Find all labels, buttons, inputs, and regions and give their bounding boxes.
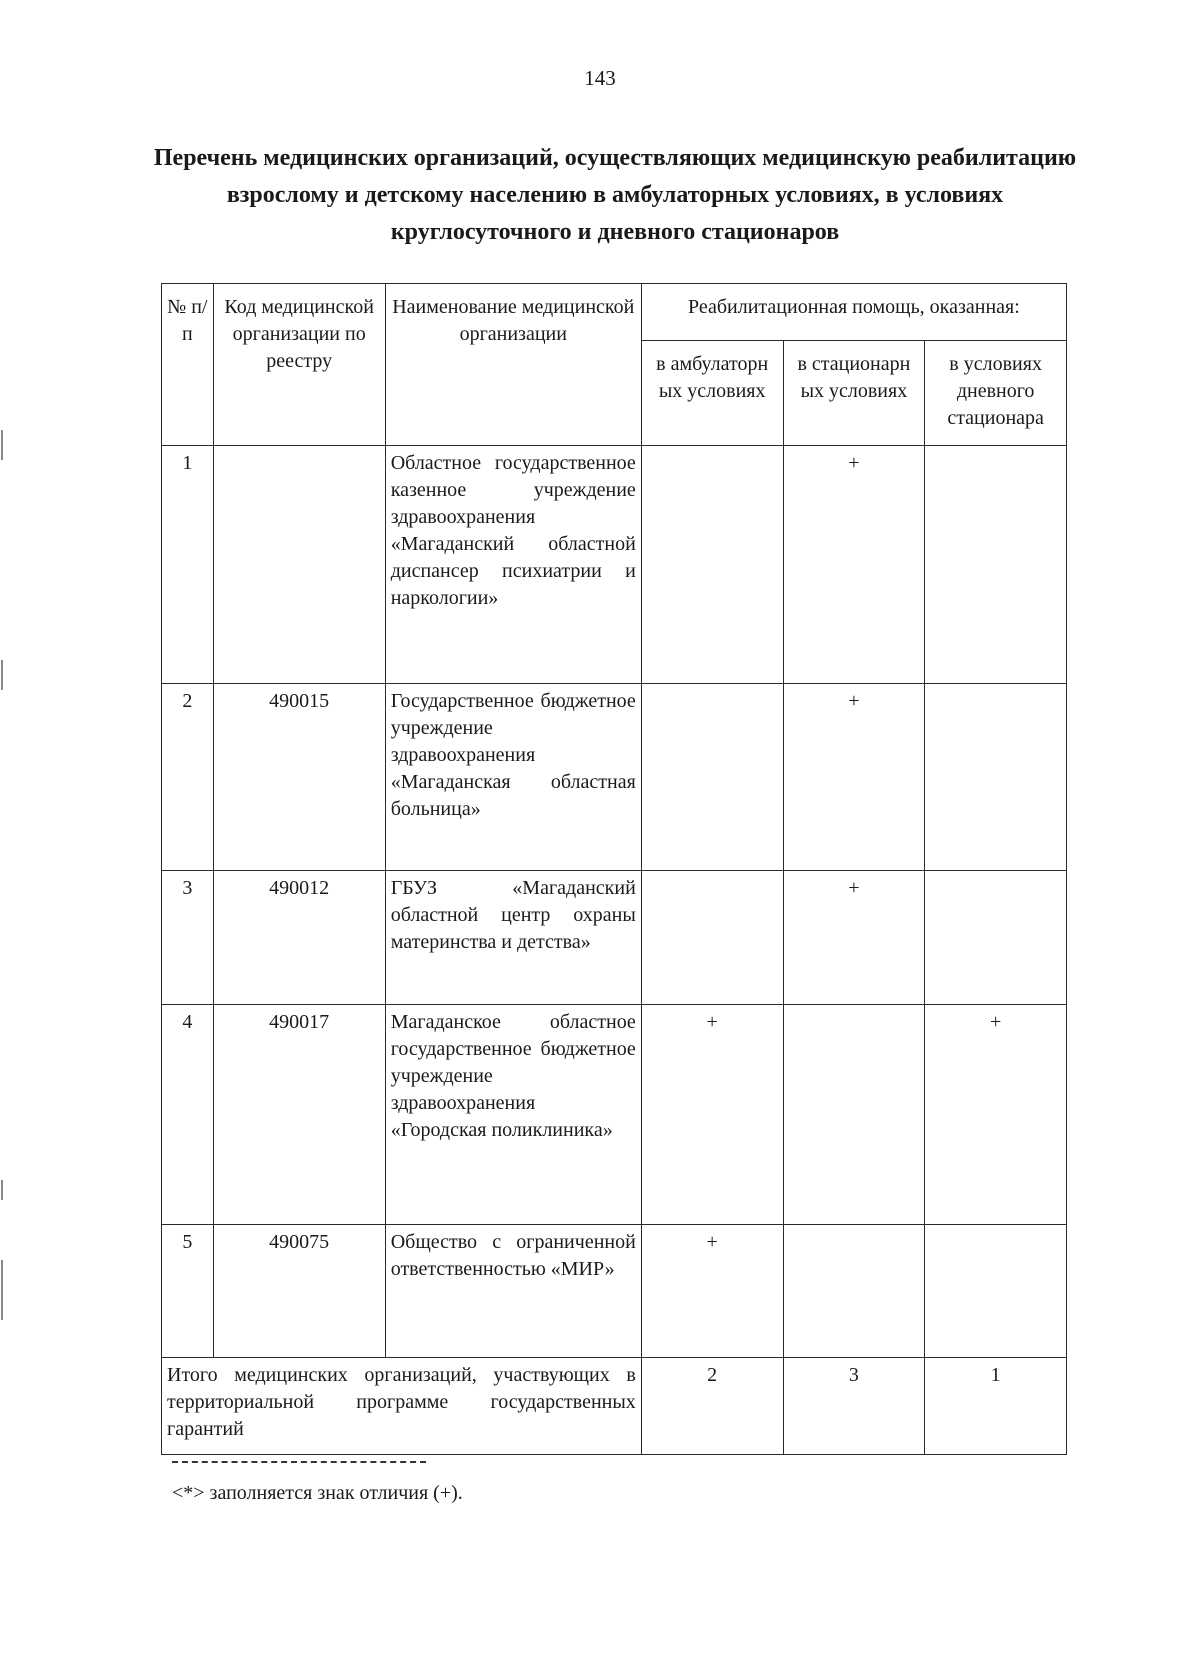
row-code: 490017 (213, 1005, 385, 1225)
total-label: Итого медицинских организаций, участвующих в территориальной программе государственных гарантий (162, 1358, 642, 1455)
row-stationary: + (783, 446, 925, 684)
row-day-stationary (925, 684, 1067, 871)
footnote-divider (172, 1461, 426, 1463)
row-stationary (783, 1225, 925, 1358)
table-row (162, 1005, 1067, 1225)
row-code: 490012 (213, 871, 385, 1005)
table-row (162, 871, 1067, 1005)
header-num: № п/п (162, 284, 214, 446)
table-row (162, 684, 1067, 871)
header-rehab-group: Реабилитационная помощь, оказанная: (641, 284, 1066, 341)
header-code: Код медицинской организации по реестру (213, 284, 385, 446)
scan-artifact (1, 430, 3, 460)
row-day-stationary (925, 871, 1067, 1005)
row-code: 490075 (213, 1225, 385, 1358)
row-day-stationary: + (925, 1005, 1067, 1225)
row-num: 2 (162, 684, 214, 871)
organizations-table (161, 283, 1067, 1455)
row-code: 490015 (213, 684, 385, 871)
table-header-row (162, 284, 1067, 341)
header-ambulatory: в амбулаторн ых условиях (641, 341, 783, 446)
row-day-stationary (925, 446, 1067, 684)
row-code (213, 446, 385, 684)
row-stationary (783, 1005, 925, 1225)
row-name: Государственное бюджетное учреждение здравоохранения «Магаданская областная больница» (385, 684, 641, 871)
scan-artifact (1, 1180, 3, 1200)
row-ambulatory: + (641, 1005, 783, 1225)
header-day-stationary: в условиях дневного стационара (925, 341, 1067, 446)
row-ambulatory (641, 446, 783, 684)
row-name: Общество с ограниченной ответственностью «МИР» (385, 1225, 641, 1358)
row-day-stationary (925, 1225, 1067, 1358)
row-ambulatory: + (641, 1225, 783, 1358)
row-stationary: + (783, 684, 925, 871)
total-ambulatory: 2 (641, 1358, 783, 1455)
row-name: Областное государственное казенное учреждение здравоохранения «Магаданский областной диспансер психиатрии и наркологии» (385, 446, 641, 684)
header-stationary: в стационарн ых условиях (783, 341, 925, 446)
row-ambulatory (641, 871, 783, 1005)
row-num: 5 (162, 1225, 214, 1358)
total-stationary: 3 (783, 1358, 925, 1455)
total-day-stationary: 1 (925, 1358, 1067, 1455)
footnote: <*> заполняется знак отличия (+). (172, 1482, 463, 1504)
scan-artifact (1, 1260, 3, 1320)
row-name: ГБУЗ «Магаданский областной центр охраны материнства и детства» (385, 871, 641, 1005)
page-number: 143 (584, 66, 616, 90)
row-ambulatory (641, 684, 783, 871)
total-row (162, 1358, 1067, 1455)
table-row (162, 1225, 1067, 1358)
header-name: Наименование медицинской организации (385, 284, 641, 446)
row-num: 1 (162, 446, 214, 684)
scan-artifact (1, 660, 3, 690)
row-name: Магаданское областное государственное бюджетное учреждение здравоохранения «Городская поликлиника» (385, 1005, 641, 1225)
document-title: Перечень медицинских организаций, осуществляющих медицинскую реабилитацию взрослому и детскому населению в амбулаторных условиях, в условиях круглосуточного и дневного стационаров (153, 145, 1077, 245)
row-num: 4 (162, 1005, 214, 1225)
row-num: 3 (162, 871, 214, 1005)
row-stationary: + (783, 871, 925, 1005)
table-row (162, 446, 1067, 684)
